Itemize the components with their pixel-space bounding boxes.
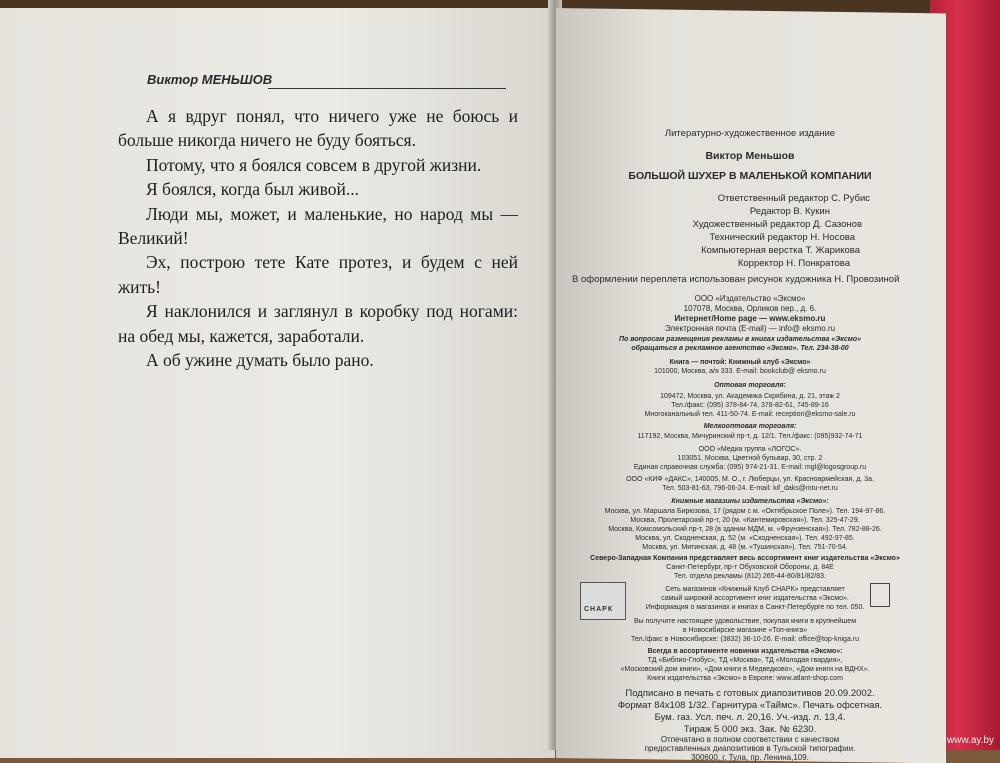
snark-line: самый широкий ассортимент книг издательства «Эксмо». [661,595,849,602]
print-line: Формат 84x108 1/32. Гарнитура «Таймс». Печать офсетная. [617,700,883,711]
novosibirsk-line: Тел./факс в Новосибирске: (3832) 36-10-26. E-mail: office@top-kniga.ru [630,636,860,643]
snark-line: Сеть магазинов «Книжный Клуб СНАРК» представляет [665,586,845,593]
mail-club-line: Книга — почтой: Книжный клуб «Эксмо» [669,359,811,366]
printed-line: Отпечатано в полном соответствии с качеством [660,735,840,744]
store-line: Москва, ул. Скодненская, д. 52 (м. «Сходненская»). Тел. 492-97-85. [635,535,855,542]
paragraph: А об ужине думать было рано. [146,350,374,371]
paragraph: Я наклонился и заглянул в коробку под ногами: на обед мы, кажется, заработали. [118,301,518,346]
kif-line: Тел. 503-81-63, 796-06-24. E-mail: kif_daks@mtu-net.ru [662,485,838,492]
novosibirsk-line: Вы получите настоящее удовольствие, покупая книги в крупнейшем [633,618,857,625]
cover-note: В оформлении переплета использован рисунок художника Н. Провозиной [572,274,900,285]
credit-line: Ответственный редактор С. Рубис [717,193,870,204]
credit-line: Редактор В. Кукин [749,206,830,217]
credit-line: Художественный редактор Д. Сазонов [692,219,862,230]
northwest-line: Санкт-Петербург, пр-т Обуховской Обороны, д. 84Е [666,564,834,571]
small-wholesale-line: 117192, Москва, Мичуринский пр-т, д. 12/1. Тел./факс: (095)932-74-71 [637,433,863,440]
paragraph: Потому, что я боялся совсем в другой жизни. [146,154,482,175]
northwest-line: Северо-Западная Компания представляет весь ассортимент книг издательства «Эксмо» [590,555,900,562]
northwest-line: Тел. отдела рекламы (812) 265-44-80/81/82/83. [674,573,826,580]
ads-line: По вопросам размещения рекламы в книгах издательства «Эксмо» [618,336,862,343]
stores-title: Книжные магазины издательства «Эксмо»: [671,498,829,505]
store-line: Москва, Пролетарский пр-т, 20 (м. «Кантемировская»). Тел. 325-47-29. [630,517,860,524]
wholesale-title: Оптовая торговля: [714,382,786,389]
watermark: www.ay.by [946,735,994,746]
always-line: ТД «Библио-Глобус», ТД «Москва», ТД «Молодая гвардия», [647,657,843,664]
ads-line: обращаться в рекламное агентство «Эксмо». Тел. 234-38-00 [631,345,849,352]
bookstore-logo [870,583,890,607]
running-head-rule [268,88,506,89]
store-line: Москва, Комсомольский пр-т, 28 (в здании МДМ, м. «Фрунзенская»). Тел. 782-88-26. [608,526,882,533]
publisher-line: Интернет/Home page — www.eksmo.ru [674,314,826,323]
publisher-line: Электронная почта (E-mail) — info@ eksmo.ru [664,324,836,333]
print-line: Тираж 5 000 экз. Зак. № 6230. [683,724,817,735]
logos-line: 103051, Москва, Цветной бульвар, 30, стр. 2 [677,455,823,462]
paragraph: Эх, построю тете Кате протез, и будем с ней жить! [118,252,518,297]
wholesale-line: 109472, Москва, ул. Академика Скрябина, д. 21, этаж 2 [660,393,840,400]
mail-club-line: 101000, Москва, а/я 333. E-mail: bookclub@ eksmo.ru [654,368,826,375]
credit-line: Корректор Н. Понкратова [737,258,850,269]
always-line: Книги издательства «Эксмо» в Европе: www.atlant-shop.com [647,675,843,682]
publisher-line: 107078, Москва, Орликов пер., д. 6. [683,304,817,313]
snark-logo [580,582,626,620]
always-line: «Московский дом книги», «Дом книги в Медведково», «Дом книги на ВДНХ». [620,666,870,673]
wholesale-line: Тел./факс: (095) 378-84-74, 378-82-61, 745-89-16 [671,402,829,409]
paragraph: А я вдруг понял, что ничего уже не боюсь и больше никогда ничего не буду бояться. [118,106,518,151]
paragraph: Люди мы, может, и маленькие, но народ мы — Великий! [118,203,518,249]
publisher-line: ООО «Издательство «Эксмо» [694,294,806,303]
always-line: Всегда в ассортименте новинки издательства «Эксмо»: [647,648,843,655]
author: Виктор Меньшов [705,150,795,162]
snark-line: Информация о магазинах и книгах в Санкт-Петербурге по тел. 050. [645,604,865,611]
novosibirsk-line: в Новосибирске магазине «Топ-книга» [682,627,808,634]
paragraph: Я боялся, когда был живой... [146,179,360,200]
wholesale-line: Многоканальный тел. 411-50-74. E-mail: reception@eksmo-sale.ru [644,411,856,418]
running-head: Виктор МЕНЬШОВ [147,72,273,87]
printed-line: 300600, г. Тула, пр. Ленина,109. [691,753,809,762]
credit-line: Технический редактор Н. Носова [709,232,855,243]
small-wholesale-title: Мелкооптовая торговля: [703,423,797,430]
book-title: БОЛЬШОЙ ШУХЕР В МАЛЕНЬКОЙ КОМПАНИИ [628,170,872,182]
store-line: Москва, ул. Митинская, д. 48 (м. «Тушинская»). Тел. 751-70-54. [642,544,848,551]
kif-line: ООО «КИФ «ДАКС», 140005, М. О., г. Люберцы, ул. Красноармейская, д. 3а. [626,476,874,483]
logos-line: Единая справочная служба: (095) 974-21-31. E-mail: mgl@logosgroup.ru [633,464,867,471]
edition-type: Литературно-художественное издание [664,128,836,139]
left-page [0,8,555,758]
logos-line: ООО «Медиа группа «ЛОГОС». [698,446,802,453]
store-line: Москва, ул. Маршала Бирюзова, 17 (рядом с м. «Октябрьское Поле»). Тел. 194-97-86. [604,508,886,515]
credit-line: Компьютерная верстка Т. Жарикова [701,245,860,256]
print-line: Бум. газ. Усл. печ. л. 20,16. Уч.-изд. л. 13,4. [654,712,846,723]
print-line: Подписано в печать с готовых диапозитивов 20.09.2002. [625,688,875,699]
snark-logo-text: СНАРК [584,606,614,613]
printed-line: предоставленных диапозитивов в Тульской типографии. [644,744,856,753]
body-text [118,104,518,372]
